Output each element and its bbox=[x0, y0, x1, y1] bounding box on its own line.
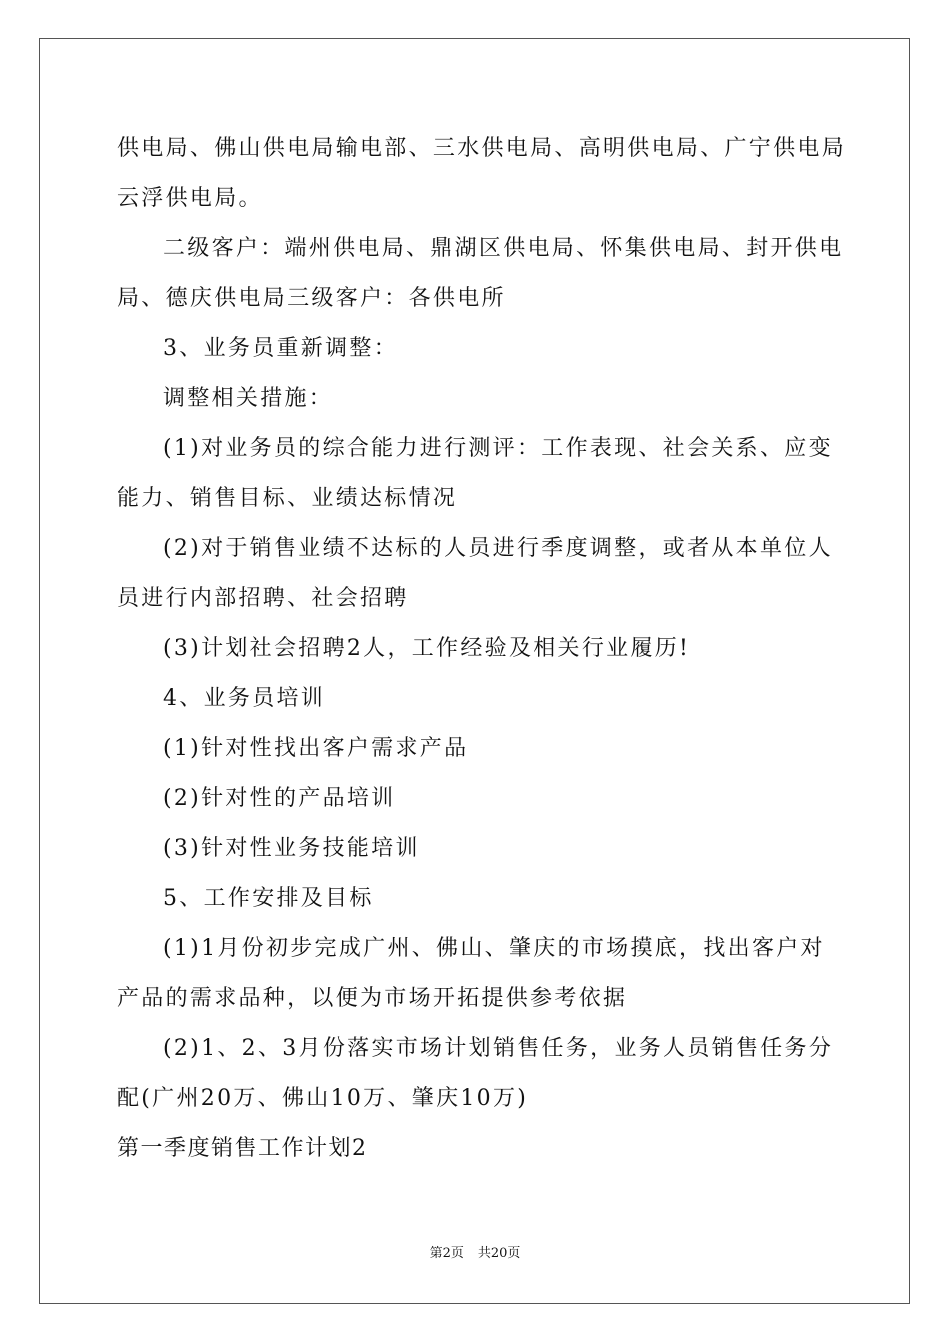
paragraph-line: 能力、销售目标、业绩达标情况 bbox=[117, 486, 458, 511]
paragraph-line: 5、工作安排及目标 bbox=[163, 886, 374, 911]
paragraph-line: (1)针对性找出客户需求产品 bbox=[163, 736, 469, 761]
paragraph-line: 产品的需求品种，以便为市场开拓提供参考依据 bbox=[117, 986, 628, 1011]
page-footer bbox=[0, 1245, 950, 1263]
section-heading: 第一季度销售工作计划2 bbox=[117, 1136, 368, 1161]
paragraph-list bbox=[117, 124, 847, 1124]
paragraph-line: (3)针对性业务技能培训 bbox=[163, 836, 420, 861]
paragraph-line: (2)1、2、3月份落实市场计划销售任务，业务人员销售任务分 bbox=[163, 1036, 834, 1061]
paragraph-line: 调整相关措施： bbox=[163, 386, 334, 411]
paragraph-line: 3、业务员重新调整： bbox=[163, 336, 398, 361]
paragraph-line: 配(广州20万、佛山10万、肇庆10万) bbox=[117, 1086, 529, 1111]
document-body bbox=[117, 124, 847, 1174]
paragraph-line: (2)对于销售业绩不达标的人员进行季度调整，或者从本单位人 bbox=[163, 536, 833, 561]
paragraph-line: 员进行内部招聘、社会招聘 bbox=[117, 586, 409, 611]
paragraph-line: 4、业务员培训 bbox=[163, 686, 326, 711]
page-number: 第2页 bbox=[429, 1246, 464, 1261]
paragraph-line: 供电局、佛山供电局输电部、三水供电局、高明供电局、广宁供电局 bbox=[117, 136, 847, 161]
page-total: 共20页 bbox=[477, 1246, 521, 1261]
paragraph-line: (1)对业务员的综合能力进行测评：工作表现、社会关系、应变 bbox=[163, 436, 833, 461]
paragraph-line: (3)计划社会招聘2人，工作经验及相关行业履历! bbox=[163, 636, 691, 661]
paragraph-line: 二级客户：端州供电局、鼎湖区供电局、怀集供电局、封开供电 bbox=[163, 236, 844, 261]
paragraph-line: (1)1月份初步完成广州、佛山、肇庆的市场摸底，找出客户对 bbox=[163, 936, 825, 961]
paragraph-line: (2)针对性的产品培训 bbox=[163, 786, 396, 811]
paragraph-line: 局、德庆供电局三级客户：各供电所 bbox=[117, 286, 506, 311]
paragraph-line: 云浮供电局。 bbox=[117, 186, 263, 211]
